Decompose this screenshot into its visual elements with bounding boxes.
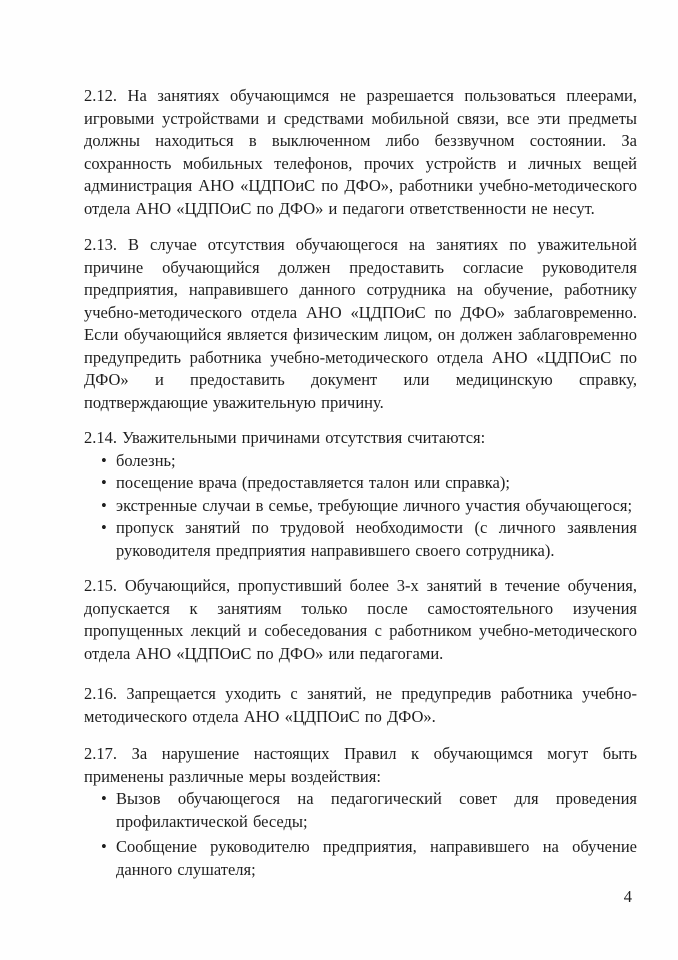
list-item: • пропуск занятий по трудовой необходимости (с личного заявления руководителя предприятия направившего своего сотрудника).	[101, 517, 637, 562]
list-item: • болезнь;	[101, 450, 637, 473]
disciplinary-measures-list	[84, 788, 637, 881]
absence-reasons-list	[84, 450, 637, 563]
list-item: • экстренные случаи в семье, требующие личного участия обучающегося;	[101, 495, 637, 518]
paragraph-2-15: 2.15. Обучающийся, пропустивший более 3-х занятий в течение обучения, допускается к занятиям только после самостоятельного изучения пропущенных лекций и собеседования с работником учебно-методического отдела АНО «ЦДПОиС по ДФО» или педагогами.	[84, 576, 637, 663]
paragraph-2-14-intro: 2.14. Уважительными причинами отсутствия считаются:	[84, 428, 486, 447]
paragraph-2-17-intro: 2.17. За нарушение настоящих Правил к обучающимся могут быть применены различные меры воздействия:	[84, 744, 637, 786]
paragraph-2-12: 2.12. На занятиях обучающимся не разрешается пользоваться плеерами, игровыми устройствами и средствами мобильной связи, все эти предметы должны находиться в выключенном либо беззвучном состоянии. За сохранность мобильных телефонов, прочих устройств и личных вещей администрация АНО «ЦДПОиС по ДФО», работники учебно-методического отдела АНО «ЦДПОиС по ДФО» и педагоги ответственности не несут.	[84, 86, 637, 218]
list-item: • посещение врача (предоставляется талон или справка);	[101, 472, 637, 495]
paragraph-2-13: 2.13. В случае отсутствия обучающегося на занятиях по уважительной причине обучающийся должен предоставить согласие руководителя предприятия, направившего данного сотрудника на обучение, работнику учебно-методического отдела АНО «ЦДПОиС по ДФО» заблаговременно. Если обучающийся является физическим лицом, он должен заблаговременно предупредить работника учебно-методического отдела АНО «ЦДПОиС по ДФО» и предоставить документ или медицинскую справку, подтверждающие уважительную причину.	[84, 235, 637, 412]
paragraph-2-16: 2.16. Запрещается уходить с занятий, не предупредив работника учебно-методического отдела АНО «ЦДПОиС по ДФО».	[84, 684, 637, 726]
list-item: • Вызов обучающегося на педагогический совет для проведения профилактической беседы;	[101, 788, 637, 833]
text-content	[84, 85, 637, 881]
page-number: 4	[623, 887, 632, 906]
list-item: • Сообщение руководителю предприятия, направившего на обучение данного слушателя;	[101, 836, 637, 881]
